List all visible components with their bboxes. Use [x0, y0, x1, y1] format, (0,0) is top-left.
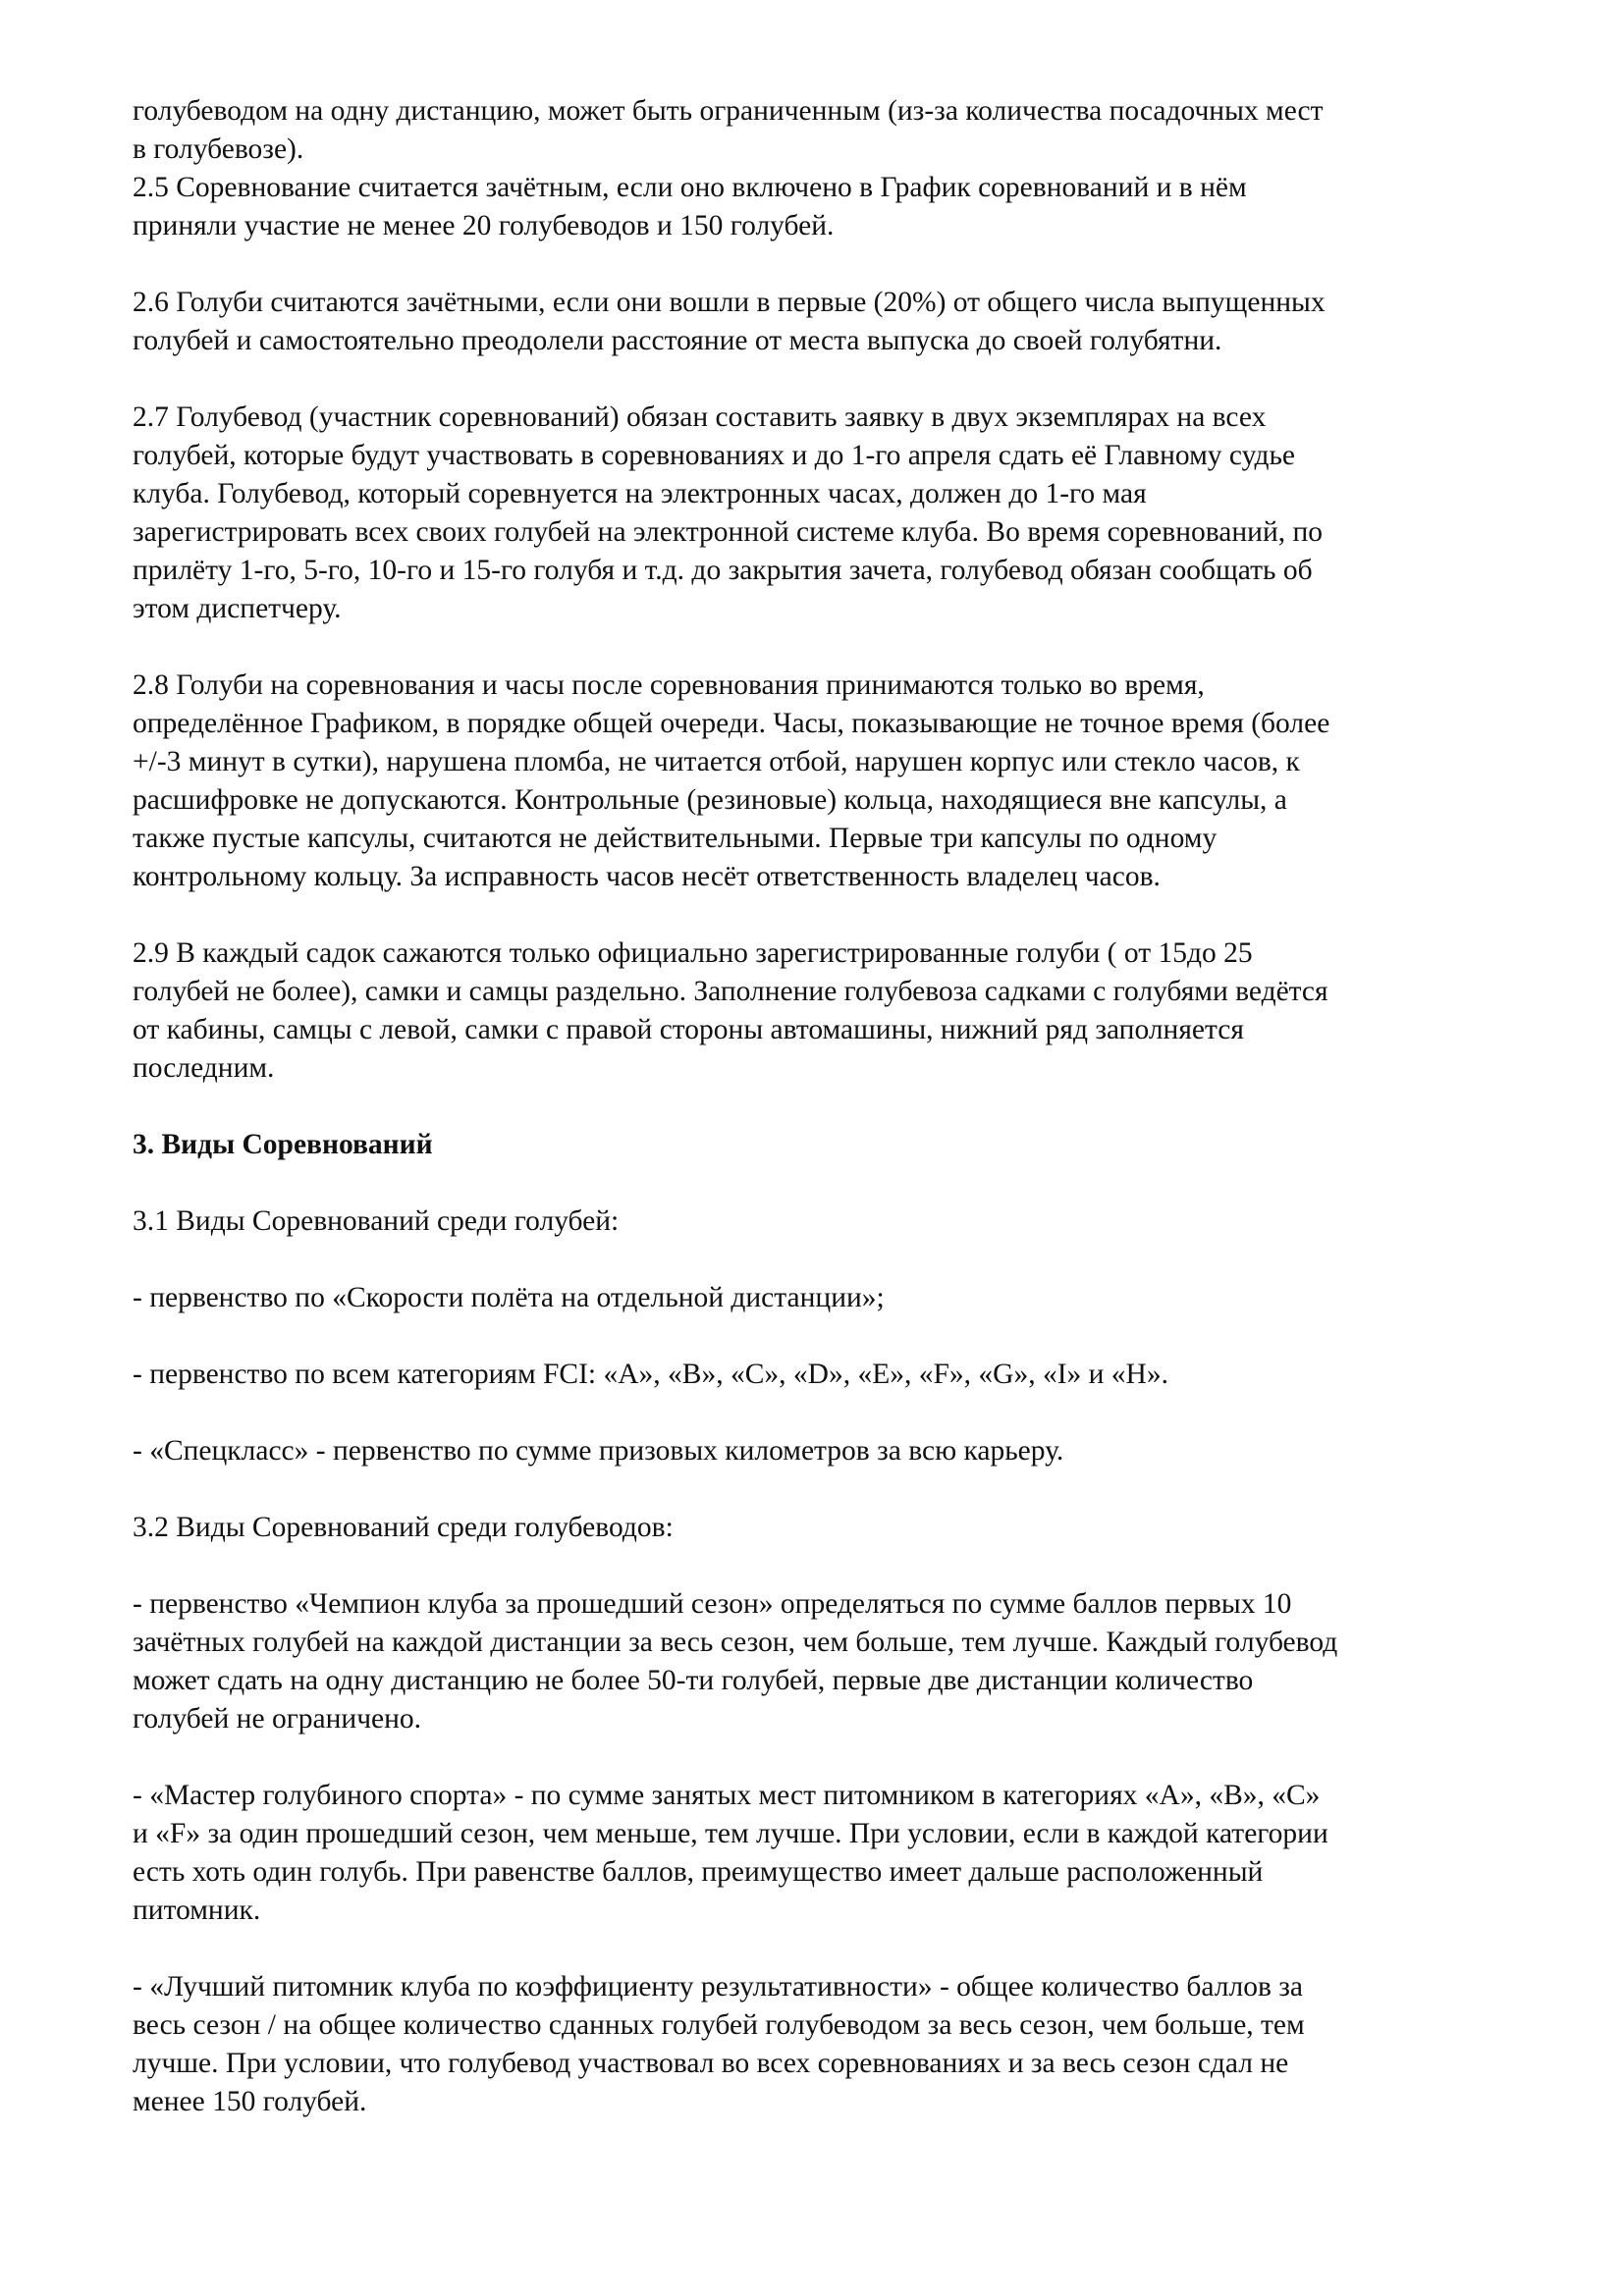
text-line: голубеводом на одну дистанцию, может быть ограниченным (из-за количества посадочных мест	[133, 95, 1324, 127]
text-line: - «Мастер голубиного спорта» - по сумме занятых мест питомником в категориях «А», «В», «С»	[133, 1780, 1321, 1811]
text-line: - «Спецкласс» - первенство по сумме призовых километров за всю карьеру.	[133, 1435, 1064, 1467]
text-line: 3.2 Виды Соревнований среди голубеводов:	[133, 1512, 674, 1543]
text-line: 2.8 Голуби на соревнования и часы после соревнования принимаются только во время,	[133, 669, 1205, 701]
text-line: голубей и самостоятельно преодолели расстояние от места выпуска до своей голубятни.	[133, 325, 1222, 356]
text-line: голубей не более), самки и самцы раздельно. Заполнение голубевоза садками с голубями ведётся	[133, 976, 1328, 1007]
text-line: есть хоть один голубь. При равенстве баллов, преимущество имеет дальше расположенный	[133, 1856, 1264, 1888]
text-line: клуба. Голубевод, который соревнуется на электронных часах, должен до 1-го мая	[133, 478, 1147, 509]
text-line: 2.6 Голуби считаются зачётными, если они вошли в первые (20%) от общего числа выпущенных	[133, 287, 1326, 318]
text-line: может сдать на одну дистанцию не более 50-ти голубей, первые две дистанции количество	[133, 1665, 1254, 1696]
text-line: - «Лучший питомник клуба по коэффициенту результативности» - общее количество баллов за	[133, 1971, 1303, 2002]
text-line: весь сезон / на общее количество сданных голубей голубеводом за весь сезон, чем больше, тем	[133, 2009, 1305, 2041]
text-line: - первенство по всем категориям FCI: «А», «В», «С», «D», «Е», «F», «G», «I» и «Н».	[133, 1359, 1168, 1390]
text-line: зачётных голубей на каждой дистанции за весь сезон, чем больше, тем лучше. Каждый голубевод	[133, 1627, 1338, 1658]
text-line: голубей, которые будут участвовать в соревнованиях и до 1-го апреля сдать её Главному судье	[133, 440, 1296, 471]
text-line: этом диспетчеру.	[133, 593, 342, 624]
text-line: также пустые капсулы, считаются не действительными. Первые три капсулы по одному	[133, 823, 1218, 854]
text-line: 3.1 Виды Соревнований среди голубей:	[133, 1205, 620, 1237]
text-line: определённое Графиком, в порядке общей очереди. Часы, показывающие не точное время (более	[133, 708, 1330, 739]
text-line: последним.	[133, 1052, 275, 1084]
text-line: менее 150 голубей.	[133, 2086, 367, 2117]
text-line: лучше. При условии, что голубевод участвовал во всех соревнованиях и за весь сезон сдал не	[133, 2048, 1289, 2079]
text-line: питомник.	[133, 1895, 261, 1926]
text-line: в голубевозе).	[133, 133, 304, 165]
text-line: и «F» за один прошедший сезон, чем меньше, тем лучше. При условии, если в каждой категории	[133, 1818, 1328, 1849]
text-line: 2.9 В каждый садок сажаются только официально зарегистрированные голуби ( от 15до 25	[133, 937, 1253, 969]
text-line: 2.7 Голубевод (участник соревнований) обязан составить заявку в двух экземплярах на всех	[133, 401, 1267, 433]
text-line: - первенство «Чемпион клуба за прошедший сезон» определяться по сумме баллов первых 10	[133, 1588, 1292, 1620]
text-line: от кабины, самцы с левой, самки с правой стороны автомашины, нижний ряд заполняется	[133, 1014, 1244, 1045]
text-line: прилёту 1-го, 5-го, 10-го и 15-го голубя и т.д. до закрытия зачета, голубевод обязан сообщать об	[133, 555, 1313, 586]
text-line: расшифровке не допускаются. Контрольные (резиновые) кольца, находящиеся вне капсулы, а	[133, 784, 1287, 816]
section-heading: 3. Виды Соревнований	[133, 1129, 433, 1160]
text-line: +/-3 минут в сутки), нарушена пломба, не читается отбой, нарушен корпус или стекло часов, к	[133, 746, 1300, 777]
text-line: зарегистрировать всех своих голубей на электронной системе клуба. Во время соревнований, по	[133, 516, 1324, 548]
text-line: контрольному кольцу. За исправность часов несёт ответственность владелец часов.	[133, 861, 1161, 892]
text-line: - первенство по «Скорости полёта на отдельной дистанции»;	[133, 1282, 885, 1313]
text-line: приняли участие не менее 20 голубеводов и 150 голубей.	[133, 210, 835, 241]
document-page	[133, 92, 1527, 2121]
text-line: голубей не ограничено.	[133, 1703, 422, 1735]
text-line: 2.5 Соревнование считается зачётным, если оно включено в График соревнований и в нём	[133, 172, 1247, 203]
